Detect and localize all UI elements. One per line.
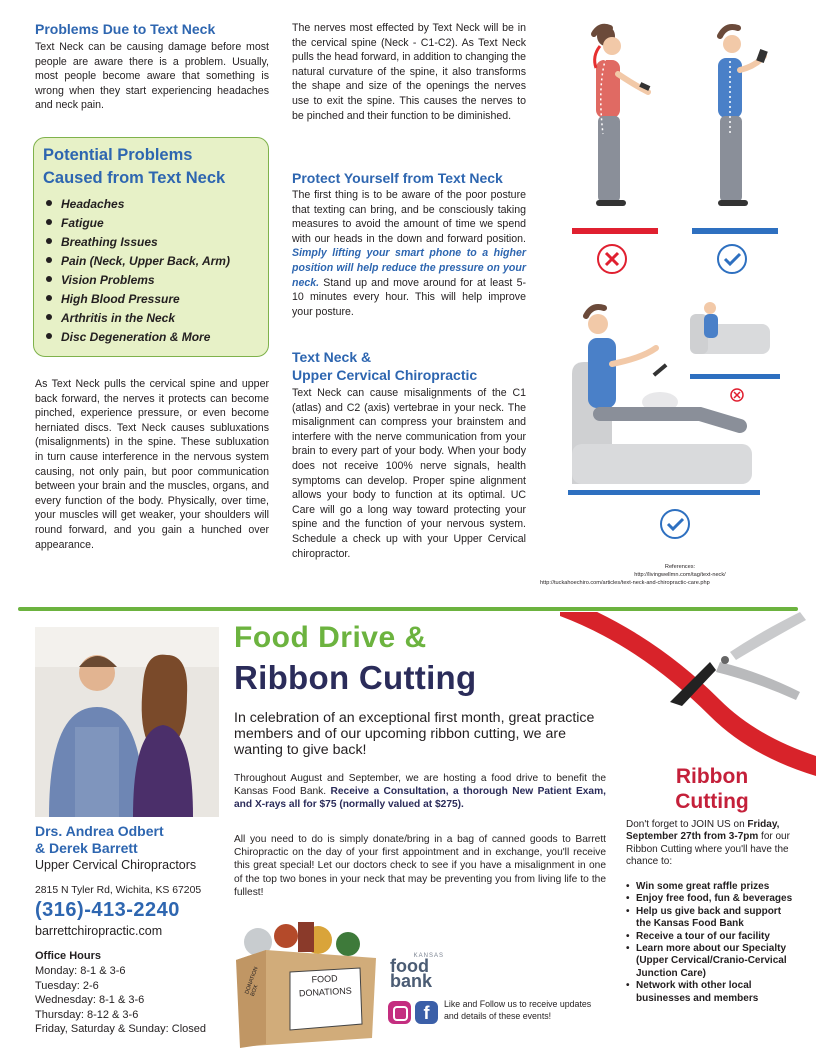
box-title-line2: Caused from Text Neck: [43, 169, 226, 187]
practice-name: Upper Cervical Chiropractors: [35, 858, 197, 872]
bad-posture-figure: [572, 26, 658, 273]
problems-intro: Text Neck can be causing damage before most people are aware there is a problem. Usually, most people become aware that something is wrong when they start experiencing headaches and neck pain.: [35, 41, 269, 112]
section-divider: [18, 607, 798, 611]
list-item: High Blood Pressure: [46, 290, 230, 309]
posture-standing-illustration: [560, 14, 790, 314]
problems-heading: Problems Due to Text Neck: [35, 21, 216, 37]
event-paragraph-2: All you need to do is simply donate/bring in a bag of canned goods to Barrett Chiropractic on the day of your first appointment and in exchange, you'll receive this great special! Let our doctors check to see if you have a misalignment in one of the top two bones in your neck that may be preventing you from living life to the fullest!: [234, 834, 606, 898]
box-title-line1: Potential Problems: [43, 146, 193, 164]
ribbon-scissors-image: [560, 612, 816, 782]
list-item: • Win some great raffle prizes: [626, 881, 798, 893]
list-item: Fatigue: [46, 214, 230, 233]
problems-list: [46, 195, 230, 347]
donation-box-label: FOOD DONATIONS: [298, 973, 352, 999]
list-item: Headaches: [46, 195, 230, 214]
list-item: Arthritis in the Neck: [46, 309, 230, 328]
facebook-icon[interactable]: f: [415, 1001, 438, 1024]
potential-problems-box: [33, 137, 269, 357]
protect-heading: Protect Yourself from Text Neck: [292, 170, 503, 186]
event-lead: In celebration of an exceptional first month, great practice members and of our upcoming ribbon cutting, we are wanting to give back!: [234, 710, 595, 759]
phone-number[interactable]: (316)-413-2240: [35, 899, 180, 921]
donation-box-side-label: DONATION BOX: [244, 966, 260, 998]
event-title-line1: Food Drive &: [234, 621, 427, 654]
office-hours-title: Office Hours: [35, 950, 102, 962]
text-neck-body: As Text Neck pulls the cervical spine and upper back forward, the nerves it protects can become pinched, experience pressure, or even become herniated discs. Text Neck causes subluxations (misalignments) in the spine. These subluxation in turn cause interference in the nervous system causing, not only pain, but poor communication between your brain and the muscles, organs, and every function of the body. Physically, over time, your muscles will get weaker, your shoulders will round forward, and you gain a hunched over appearance.: [35, 378, 269, 551]
ribbon-cutting-title: Ribbon Cutting: [675, 765, 749, 813]
doctor-names: Drs. Andrea Odbert & Derek Barrett: [35, 823, 164, 856]
potential-problems-title: [43, 144, 225, 190]
social-caption: Like and Follow us to receive updates and details of these events!: [444, 999, 592, 1021]
small-chair-figure: [690, 302, 780, 401]
address: 2815 N Tyler Rd, Wichita, KS 67205: [35, 885, 202, 896]
list-item: • Learn more about our Specialty (Upper Cervical/Cranio-Cervical Junction Care): [626, 943, 798, 980]
references-label: References:: [664, 564, 696, 570]
list-item: Breathing Issues: [46, 233, 230, 252]
food-bank-logo: KANSAS food bank: [390, 953, 444, 991]
website-link[interactable]: barrettchiropractic.com: [35, 924, 163, 938]
uc-heading: Text Neck & Upper Cervical Chiropractic: [292, 349, 478, 383]
list-item: • Help us give back and support the Kansas Food Bank: [626, 906, 798, 931]
doctors-photo: [35, 627, 219, 817]
posture-sitting-illustration: [560, 294, 800, 544]
list-item: • Receive a tour of our facility: [626, 931, 798, 943]
list-item: Vision Problems: [46, 271, 230, 290]
good-posture-figure: [692, 27, 778, 273]
event-paragraph-1: Throughout August and September, we are hosting a food drive to benefit the Kansas Food Bank. Receive a Consultation, a thorough New Patient Exam, and X-rays all for $75 (normally valued at $275).: [234, 773, 606, 811]
list-item: • Enjoy free food, fun & beverages: [626, 893, 798, 905]
reference-link-2[interactable]: http://tuckahoechiro.com/articles/text-neck-and-chiropractic-care.php: [540, 580, 710, 586]
list-item: Pain (Neck, Upper Back, Arm): [46, 252, 230, 271]
ribbon-intro: Don't forget to JOIN US on Friday, September 27th from 3-7pm for our Ribbon Cutting where you'll have the chance to:: [626, 819, 790, 868]
office-hours-list: Monday: 8-1 & 3-6 Tuesday: 2-6 Wednesday: 8-1 & 3-6 Thursday: 8-12 & 3-6 Friday, Saturday & Sunday: Closed: [35, 965, 206, 1036]
references: [560, 563, 800, 579]
uc-paragraph: Text Neck can cause misalignments of the C1 (atlas) and C2 (axis) vertebrae in your neck. The misalignment can compress your brainstem and interfere with the nerve communication from your brain to every part of your body. When your body does not receive 100% nerve signals, health symptoms can develop. Proper spine alignment allows your body to function at its optimal. UC Care will go a long way toward protecting your spine and the function of your nervous system. Schedule a check up with your Upper Cervical chiropractor.: [292, 387, 526, 560]
ribbon-activities-list: [626, 881, 798, 1005]
list-item: • Network with other local businesses and members: [626, 980, 798, 1005]
event-title-line2: Ribbon Cutting: [234, 659, 477, 696]
protect-paragraph: The first thing is to be aware of the poor posture that texting can bring, and be consciously taking measures to avoid the amount of time we spend with our heads in the down and forward position. Simply lifting your smart phone to a higher position will help reduce the pressure on your neck. Stand up and move around for at least 5-10 minutes every hour. This will help improve your posture.: [292, 189, 526, 318]
instagram-icon[interactable]: [388, 1001, 411, 1024]
nerves-paragraph: The nerves most effected by Text Neck will be in the cervical spine (Neck - C1-C2). As Text Neck pulls the head forward, in addition to changing the natural curvature of the spine, it also transforms the shape and size of the openings the nerves use to exit the spine. This causes the nerves to be pinched and their function to be diminished.: [292, 22, 526, 122]
list-item: Disc Degeneration & More: [46, 328, 230, 347]
reference-link-1[interactable]: http://livingwellmn.com/tag/text-neck/: [634, 572, 726, 578]
